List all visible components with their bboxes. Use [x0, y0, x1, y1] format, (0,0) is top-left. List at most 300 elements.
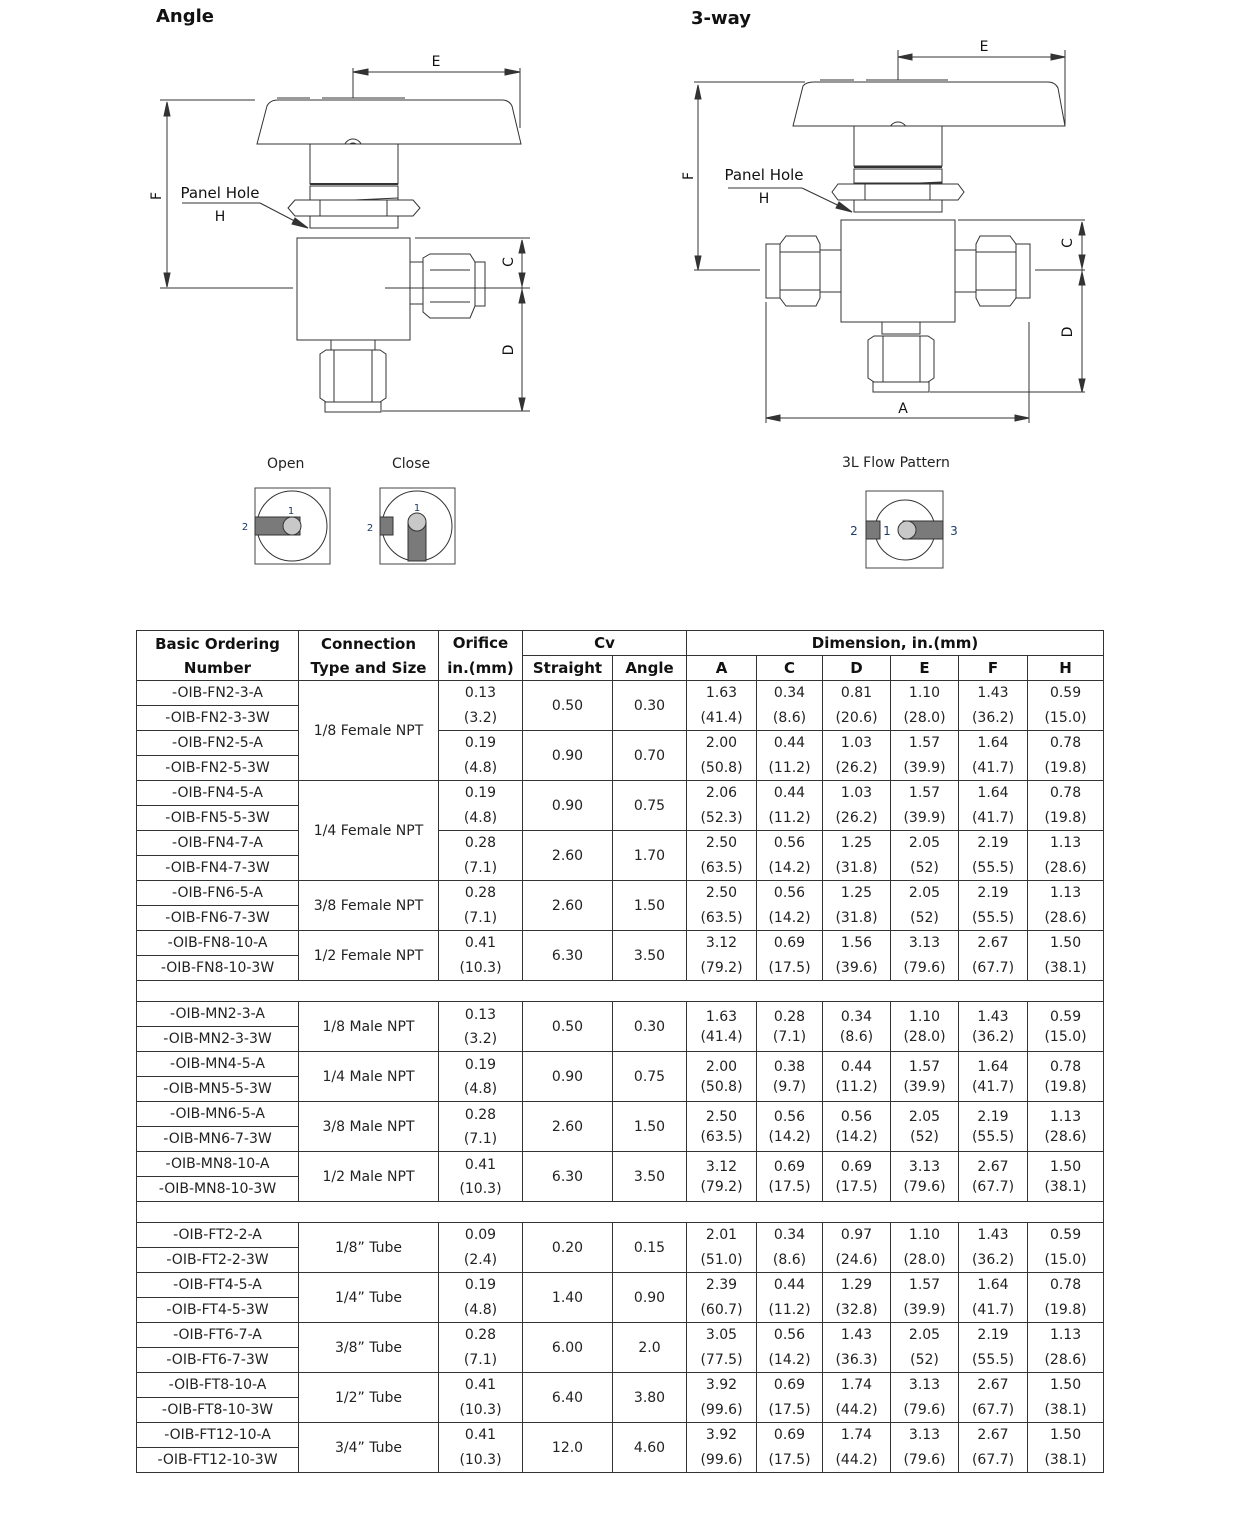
dim-f-in: 2.19	[959, 831, 1028, 856]
dim-h-in: 0.78	[1028, 781, 1104, 806]
dim-h-in: 1.50	[1028, 931, 1104, 956]
dim-f-in: 2.67	[959, 1373, 1028, 1398]
table-row	[137, 1273, 1104, 1298]
part-number: -OIB-MN5-5-3W	[137, 1077, 299, 1102]
dim-e-mm: (39.9)	[891, 806, 959, 831]
orifice-mm: (10.3)	[459, 1180, 502, 1197]
dim-f-mm: (36.2)	[959, 1248, 1028, 1273]
dim-c-mm: (14.2)	[757, 1348, 823, 1373]
angle-h-label: H	[214, 209, 226, 225]
dim-h-cell	[1028, 1002, 1104, 1052]
orifice-mm: (10.3)	[439, 1448, 523, 1473]
dim-f-in: 2.19	[977, 1108, 1009, 1125]
connection-type: 3/8 Male NPT	[299, 1102, 439, 1152]
three-way-panel-hole-label: Panel Hole	[724, 166, 804, 184]
dim-e-mm: (39.9)	[891, 1298, 959, 1323]
orifice-in: 0.28	[439, 1323, 523, 1348]
orifice-mm: (4.8)	[439, 756, 523, 781]
dim-e-cell	[891, 1102, 959, 1152]
dim-d-mm: (44.2)	[823, 1448, 891, 1473]
dim-d-cell	[823, 1002, 891, 1052]
dim-c-in: 0.69	[757, 1423, 823, 1448]
cv-angle: 0.75	[613, 781, 687, 831]
dim-a-cell	[687, 1002, 757, 1052]
dim-a-in: 2.00	[705, 1058, 738, 1075]
dim-f-mm: (41.7)	[959, 806, 1028, 831]
dim-d-mm: (26.2)	[823, 806, 891, 831]
part-number: -OIB-FN6-7-3W	[137, 906, 299, 931]
orifice-in: 0.19	[439, 1273, 523, 1298]
orifice-in: 0.19	[439, 781, 523, 806]
part-number: -OIB-FN2-5-A	[137, 731, 299, 756]
dim-e-mm: (52)	[891, 1348, 959, 1373]
part-number: -OIB-FT4-5-3W	[137, 1298, 299, 1323]
header-straight: Straight	[523, 656, 613, 681]
dim-a-mm: (79.2)	[687, 956, 757, 981]
dim-d-mm: (31.8)	[823, 906, 891, 931]
dim-c-mm: (11.2)	[757, 1298, 823, 1323]
part-number: -OIB-FN4-7-3W	[137, 856, 299, 881]
dim-a-mm: (50.8)	[700, 1078, 743, 1095]
header-dim-d: D	[823, 656, 891, 681]
dim-f-mm: (55.5)	[959, 856, 1028, 881]
header-orifice-line1: Orifice	[439, 631, 523, 656]
dim-c-in: 0.56	[773, 1108, 806, 1125]
cv-straight: 0.50	[523, 1002, 613, 1052]
dim-e-in: 1.57	[891, 1273, 959, 1298]
dim-c-mm: (9.7)	[772, 1078, 807, 1095]
dim-f-mm: (41.7)	[959, 1298, 1028, 1323]
dim-d-in: 1.43	[823, 1323, 891, 1348]
dim-d-mm: (31.8)	[823, 856, 891, 881]
dim-e-in: 1.57	[908, 1058, 941, 1075]
dim-h-in: 1.50	[1028, 1423, 1104, 1448]
dim-d-mm: (11.2)	[835, 1078, 878, 1095]
dim-h-mm: (19.8)	[1028, 806, 1104, 831]
dim-e-mm: (79.6)	[903, 1178, 946, 1195]
dim-d-in: 1.74	[823, 1423, 891, 1448]
connection-type: 1/4” Tube	[299, 1273, 439, 1323]
dim-a-mm: (51.0)	[687, 1248, 757, 1273]
table-row	[137, 931, 1104, 956]
dim-e-in: 1.10	[891, 1223, 959, 1248]
header-cv: Cv	[523, 631, 687, 656]
dim-h-in: 1.13	[1049, 1108, 1082, 1125]
dim-d-in: 0.81	[823, 681, 891, 706]
dim-e-in: 3.13	[908, 1158, 941, 1175]
dim-e-in: 2.05	[908, 1108, 941, 1125]
part-number: -OIB-FT2-2-A	[137, 1223, 299, 1248]
cv-angle: 0.30	[613, 1002, 687, 1052]
dim-h-in: 1.13	[1028, 831, 1104, 856]
dim-a-cell	[687, 1152, 757, 1202]
orifice-cell	[439, 1152, 523, 1202]
dim-d-in: 1.03	[823, 731, 891, 756]
close-port-2: 2	[366, 523, 374, 534]
dim-f-in: 2.67	[977, 1158, 1009, 1175]
header-ordering-number	[137, 631, 299, 681]
dim-d-mm: (26.2)	[823, 756, 891, 781]
header-ordering-line1: Basic Ordering	[155, 634, 280, 653]
dim-e-in: 3.13	[891, 1423, 959, 1448]
dim-d-in: 0.44	[840, 1058, 873, 1075]
dim-a-in: 2.50	[687, 881, 757, 906]
three-way-dim-f-label: F	[681, 171, 697, 181]
orifice-mm: (4.8)	[439, 1298, 523, 1323]
dim-d-cell	[823, 1152, 891, 1202]
cv-straight: 0.90	[523, 731, 613, 781]
cv-angle: 4.60	[613, 1423, 687, 1473]
dim-f-in: 1.64	[977, 1058, 1009, 1075]
connection-type: 1/2 Male NPT	[299, 1152, 439, 1202]
group-separator	[137, 981, 1104, 1002]
three-way-dim-e-label: E	[979, 39, 989, 55]
dim-a-in: 1.63	[705, 1008, 738, 1025]
dim-c-mm: (17.5)	[757, 956, 823, 981]
dim-h-in: 1.13	[1028, 881, 1104, 906]
dim-c-mm: (14.2)	[768, 1128, 811, 1145]
cv-angle: 3.50	[613, 931, 687, 981]
dim-d-mm: (44.2)	[823, 1398, 891, 1423]
angle-drawing-title: Angle	[156, 6, 215, 27]
dim-c-in: 0.69	[757, 931, 823, 956]
part-number: -OIB-MN6-7-3W	[137, 1127, 299, 1152]
part-number: -OIB-FN8-10-A	[137, 931, 299, 956]
dim-d-in: 1.25	[823, 881, 891, 906]
dim-f-in: 2.19	[959, 1323, 1028, 1348]
part-number: -OIB-FT6-7-A	[137, 1323, 299, 1348]
dim-c-in: 0.34	[757, 1223, 823, 1248]
dim-c-cell	[757, 1152, 823, 1202]
dim-h-cell	[1028, 1052, 1104, 1102]
dim-f-in: 2.67	[959, 1423, 1028, 1448]
header-connection-line2: Type and Size	[310, 658, 427, 677]
dim-d-in: 0.34	[840, 1008, 873, 1025]
dim-h-in: 0.78	[1049, 1058, 1082, 1075]
dim-a-in: 2.39	[687, 1273, 757, 1298]
three-way-drawing-title: 3-way	[691, 8, 751, 29]
group-separator	[137, 1202, 1104, 1223]
dim-f-in: 1.64	[959, 781, 1028, 806]
connection-type: 1/8 Male NPT	[299, 1002, 439, 1052]
dim-a-cell	[687, 1052, 757, 1102]
dim-f-in: 1.64	[959, 1273, 1028, 1298]
dim-a-mm: (79.2)	[700, 1178, 743, 1195]
dim-c-mm: (14.2)	[757, 856, 823, 881]
open-port-2: 2	[241, 522, 249, 533]
dim-a-mm: (99.6)	[687, 1448, 757, 1473]
header-connection-line1: Connection	[320, 634, 417, 653]
part-number: -OIB-FT2-2-3W	[137, 1248, 299, 1273]
dim-e-mm: (28.0)	[903, 1028, 946, 1045]
close-flow-pattern	[362, 486, 458, 572]
part-number: -OIB-MN8-10-A	[137, 1152, 299, 1177]
angle-panel-hole-label: Panel Hole	[180, 184, 260, 202]
dim-c-in: 0.56	[757, 881, 823, 906]
orifice-in: 0.28	[439, 831, 523, 856]
dim-f-mm: (67.7)	[959, 956, 1028, 981]
dim-h-mm: (28.6)	[1044, 1128, 1087, 1145]
table-row	[137, 881, 1104, 906]
connection-type: 1/2” Tube	[299, 1373, 439, 1423]
dim-c-mm: (7.1)	[772, 1028, 807, 1045]
cv-straight: 6.30	[523, 931, 613, 981]
three-l-port-2: 2	[850, 524, 858, 538]
dim-h-mm: (38.1)	[1028, 956, 1104, 981]
dim-f-in: 1.43	[959, 681, 1028, 706]
orifice-cell	[439, 1052, 523, 1102]
dim-e-mm: (79.6)	[891, 1398, 959, 1423]
part-number: -OIB-FN2-5-3W	[137, 756, 299, 781]
dim-e-mm: (52)	[891, 906, 959, 931]
dim-d-mm: (17.5)	[835, 1178, 878, 1195]
dim-d-mm: (20.6)	[823, 706, 891, 731]
header-dim-e: E	[891, 656, 959, 681]
dim-h-mm: (15.0)	[1028, 706, 1104, 731]
cv-angle: 0.30	[613, 681, 687, 731]
dim-e-mm: (39.9)	[891, 756, 959, 781]
part-number: -OIB-FN5-5-3W	[137, 806, 299, 831]
dim-f-mm: (67.7)	[971, 1178, 1015, 1195]
dim-e-in: 1.57	[891, 781, 959, 806]
part-number: -OIB-FN4-5-A	[137, 781, 299, 806]
dim-e-mm: (52)	[910, 1128, 939, 1145]
connection-type: 3/8 Female NPT	[299, 881, 439, 931]
table-row	[137, 1323, 1104, 1348]
dim-a-in: 3.12	[705, 1158, 738, 1175]
group-separator-row	[137, 981, 1104, 1002]
orifice-in: 0.19	[439, 731, 523, 756]
dim-c-mm: (8.6)	[757, 706, 823, 731]
part-number: -OIB-MN2-3-A	[137, 1002, 299, 1027]
dim-e-cell	[891, 1002, 959, 1052]
part-number: -OIB-FT4-5-A	[137, 1273, 299, 1298]
dim-c-mm: (11.2)	[757, 806, 823, 831]
table-row	[137, 1423, 1104, 1448]
orifice-in: 0.13	[464, 1006, 497, 1023]
dim-e-in: 3.13	[891, 931, 959, 956]
dim-h-mm: (19.8)	[1028, 756, 1104, 781]
part-number: -OIB-FN4-7-A	[137, 831, 299, 856]
dim-f-in: 1.43	[959, 1223, 1028, 1248]
dim-d-in: 1.03	[823, 781, 891, 806]
dim-h-in: 1.50	[1049, 1158, 1082, 1175]
dim-d-mm: (39.6)	[823, 956, 891, 981]
dim-f-mm: (67.7)	[959, 1448, 1028, 1473]
orifice-in: 0.41	[439, 1423, 523, 1448]
cv-angle: 0.70	[613, 731, 687, 781]
open-pattern-title: Open	[267, 456, 305, 472]
table-row	[137, 731, 1104, 756]
dim-e-mm: (28.0)	[891, 706, 959, 731]
orifice-in: 0.28	[439, 881, 523, 906]
dim-c-mm: (17.5)	[757, 1398, 823, 1423]
part-number: -OIB-FN6-5-A	[137, 881, 299, 906]
dim-c-cell	[757, 1002, 823, 1052]
dim-a-in: 2.50	[687, 831, 757, 856]
dim-f-mm: (67.7)	[959, 1398, 1028, 1423]
dim-d-mm: (32.8)	[823, 1298, 891, 1323]
dim-e-cell	[891, 1152, 959, 1202]
dim-c-cell	[757, 1102, 823, 1152]
connection-type: 1/8” Tube	[299, 1223, 439, 1273]
orifice-mm: (4.8)	[463, 1080, 498, 1097]
dim-a-in: 2.00	[687, 731, 757, 756]
table-row	[137, 1152, 1104, 1177]
dim-h-in: 0.78	[1028, 1273, 1104, 1298]
part-number: -OIB-FT8-10-A	[137, 1373, 299, 1398]
header-dimension: Dimension, in.(mm)	[687, 631, 1104, 656]
dim-c-in: 0.44	[757, 731, 823, 756]
three-way-h-label: H	[758, 191, 770, 207]
dim-h-in: 0.59	[1028, 681, 1104, 706]
cv-straight: 0.90	[523, 781, 613, 831]
cv-angle: 2.0	[613, 1323, 687, 1373]
dim-d-in: 0.56	[840, 1108, 873, 1125]
orifice-in: 0.13	[439, 681, 523, 706]
cv-angle: 1.50	[613, 1102, 687, 1152]
dim-c-in: 0.38	[773, 1058, 806, 1075]
dim-e-mm: (28.0)	[891, 1248, 959, 1273]
cv-straight: 2.60	[523, 1102, 613, 1152]
dim-a-mm: (63.5)	[700, 1128, 743, 1145]
dim-c-in: 0.28	[773, 1008, 806, 1025]
dim-a-mm: (50.8)	[687, 756, 757, 781]
dim-f-mm: (36.2)	[959, 706, 1028, 731]
dim-a-in: 3.12	[687, 931, 757, 956]
angle-dim-c-label: C	[501, 257, 517, 267]
dim-e-cell	[891, 1052, 959, 1102]
part-number: -OIB-MN2-3-3W	[137, 1027, 299, 1052]
dim-a-mm: (99.6)	[687, 1398, 757, 1423]
cv-straight: 1.40	[523, 1273, 613, 1323]
dim-f-mm: (41.7)	[959, 756, 1028, 781]
dim-f-in: 2.67	[959, 931, 1028, 956]
header-orifice-line2: in.(mm)	[439, 656, 523, 681]
part-number: -OIB-FN8-10-3W	[137, 956, 299, 981]
dim-e-mm: (52)	[891, 856, 959, 881]
cv-straight: 12.0	[523, 1423, 613, 1473]
dim-e-mm: (39.9)	[903, 1078, 946, 1095]
three-l-port-1: 1	[883, 524, 891, 538]
dim-h-in: 0.78	[1028, 731, 1104, 756]
dim-c-mm: (11.2)	[757, 756, 823, 781]
dim-c-in: 0.44	[757, 1273, 823, 1298]
open-port-1: 1	[287, 506, 295, 517]
angle-valve-drawing	[140, 50, 540, 420]
connection-type: 1/2 Female NPT	[299, 931, 439, 981]
dim-a-in: 3.92	[687, 1423, 757, 1448]
dim-h-mm: (19.8)	[1028, 1298, 1104, 1323]
part-number: -OIB-MN8-10-3W	[137, 1177, 299, 1202]
group-separator-row	[137, 1202, 1104, 1223]
dim-a-mm: (52.3)	[687, 806, 757, 831]
cv-angle: 0.90	[613, 1273, 687, 1323]
dim-f-cell	[959, 1102, 1028, 1152]
dim-a-in: 2.50	[705, 1108, 738, 1125]
angle-dim-d-label: D	[501, 344, 517, 356]
dim-h-in: 0.59	[1049, 1008, 1082, 1025]
dim-e-in: 1.10	[908, 1008, 941, 1025]
orifice-mm: (10.3)	[439, 956, 523, 981]
dim-c-in: 0.34	[757, 681, 823, 706]
dim-a-mm: (60.7)	[687, 1298, 757, 1323]
part-number: -OIB-FT12-10-3W	[137, 1448, 299, 1473]
dim-d-in: 0.97	[823, 1223, 891, 1248]
part-number: -OIB-FN2-3-3W	[137, 706, 299, 731]
dim-a-mm: (41.4)	[700, 1028, 743, 1045]
dim-f-cell	[959, 1002, 1028, 1052]
dim-h-mm: (19.8)	[1044, 1078, 1087, 1095]
dim-f-in: 1.43	[977, 1008, 1009, 1025]
dim-h-in: 0.59	[1028, 1223, 1104, 1248]
three-way-valve-drawing	[680, 30, 1100, 430]
connection-type: 1/8 Female NPT	[299, 681, 439, 781]
dim-e-in: 2.05	[891, 1323, 959, 1348]
dim-h-in: 1.50	[1028, 1373, 1104, 1398]
orifice-in: 0.41	[439, 1373, 523, 1398]
header-dim-f: F	[959, 656, 1028, 681]
cv-straight: 6.30	[523, 1152, 613, 1202]
orifice-mm: (7.1)	[439, 856, 523, 881]
dim-d-in: 1.56	[823, 931, 891, 956]
dim-c-mm: (17.5)	[768, 1178, 811, 1195]
dim-h-mm: (38.1)	[1028, 1448, 1104, 1473]
orifice-mm: (4.8)	[439, 806, 523, 831]
dim-c-in: 0.69	[773, 1158, 806, 1175]
dim-h-mm: (15.0)	[1028, 1248, 1104, 1273]
dim-f-mm: (41.7)	[971, 1078, 1015, 1095]
specification-table-body	[137, 681, 1104, 1473]
dim-d-mm: (36.3)	[823, 1348, 891, 1373]
dim-h-cell	[1028, 1102, 1104, 1152]
three-way-dim-a-label: A	[898, 401, 908, 417]
cv-straight: 0.50	[523, 681, 613, 731]
angle-dim-f-label: F	[149, 191, 165, 201]
three-l-pattern-title: 3L Flow Pattern	[842, 455, 950, 471]
dim-d-in: 1.74	[823, 1373, 891, 1398]
cv-straight: 6.00	[523, 1323, 613, 1373]
dim-h-mm: (38.1)	[1028, 1398, 1104, 1423]
table-row	[137, 1052, 1104, 1077]
orifice-mm: (3.2)	[463, 1030, 498, 1047]
dim-a-in: 2.01	[687, 1223, 757, 1248]
dim-c-in: 0.56	[757, 1323, 823, 1348]
dim-c-in: 0.56	[757, 831, 823, 856]
part-number: -OIB-FT8-10-3W	[137, 1398, 299, 1423]
dim-f-mm: (36.2)	[971, 1028, 1015, 1045]
dim-e-mm: (79.6)	[891, 956, 959, 981]
part-number: -OIB-MN6-5-A	[137, 1102, 299, 1127]
orifice-cell	[439, 1102, 523, 1152]
dim-e-in: 2.05	[891, 881, 959, 906]
close-port-1: 1	[413, 503, 421, 514]
dim-f-in: 2.19	[959, 881, 1028, 906]
table-row	[137, 1223, 1104, 1248]
dim-c-mm: (8.6)	[757, 1248, 823, 1273]
three-l-flow-pattern	[845, 488, 965, 576]
cv-angle: 1.70	[613, 831, 687, 881]
cv-angle: 1.50	[613, 881, 687, 931]
dim-h-cell	[1028, 1152, 1104, 1202]
open-flow-pattern	[238, 486, 334, 572]
three-way-dim-d-label: D	[1060, 326, 1076, 338]
connection-type: 3/8” Tube	[299, 1323, 439, 1373]
dim-h-mm: (28.6)	[1028, 856, 1104, 881]
dim-f-mm: (55.5)	[959, 906, 1028, 931]
dim-h-in: 1.13	[1028, 1323, 1104, 1348]
dim-h-mm: (28.6)	[1028, 906, 1104, 931]
